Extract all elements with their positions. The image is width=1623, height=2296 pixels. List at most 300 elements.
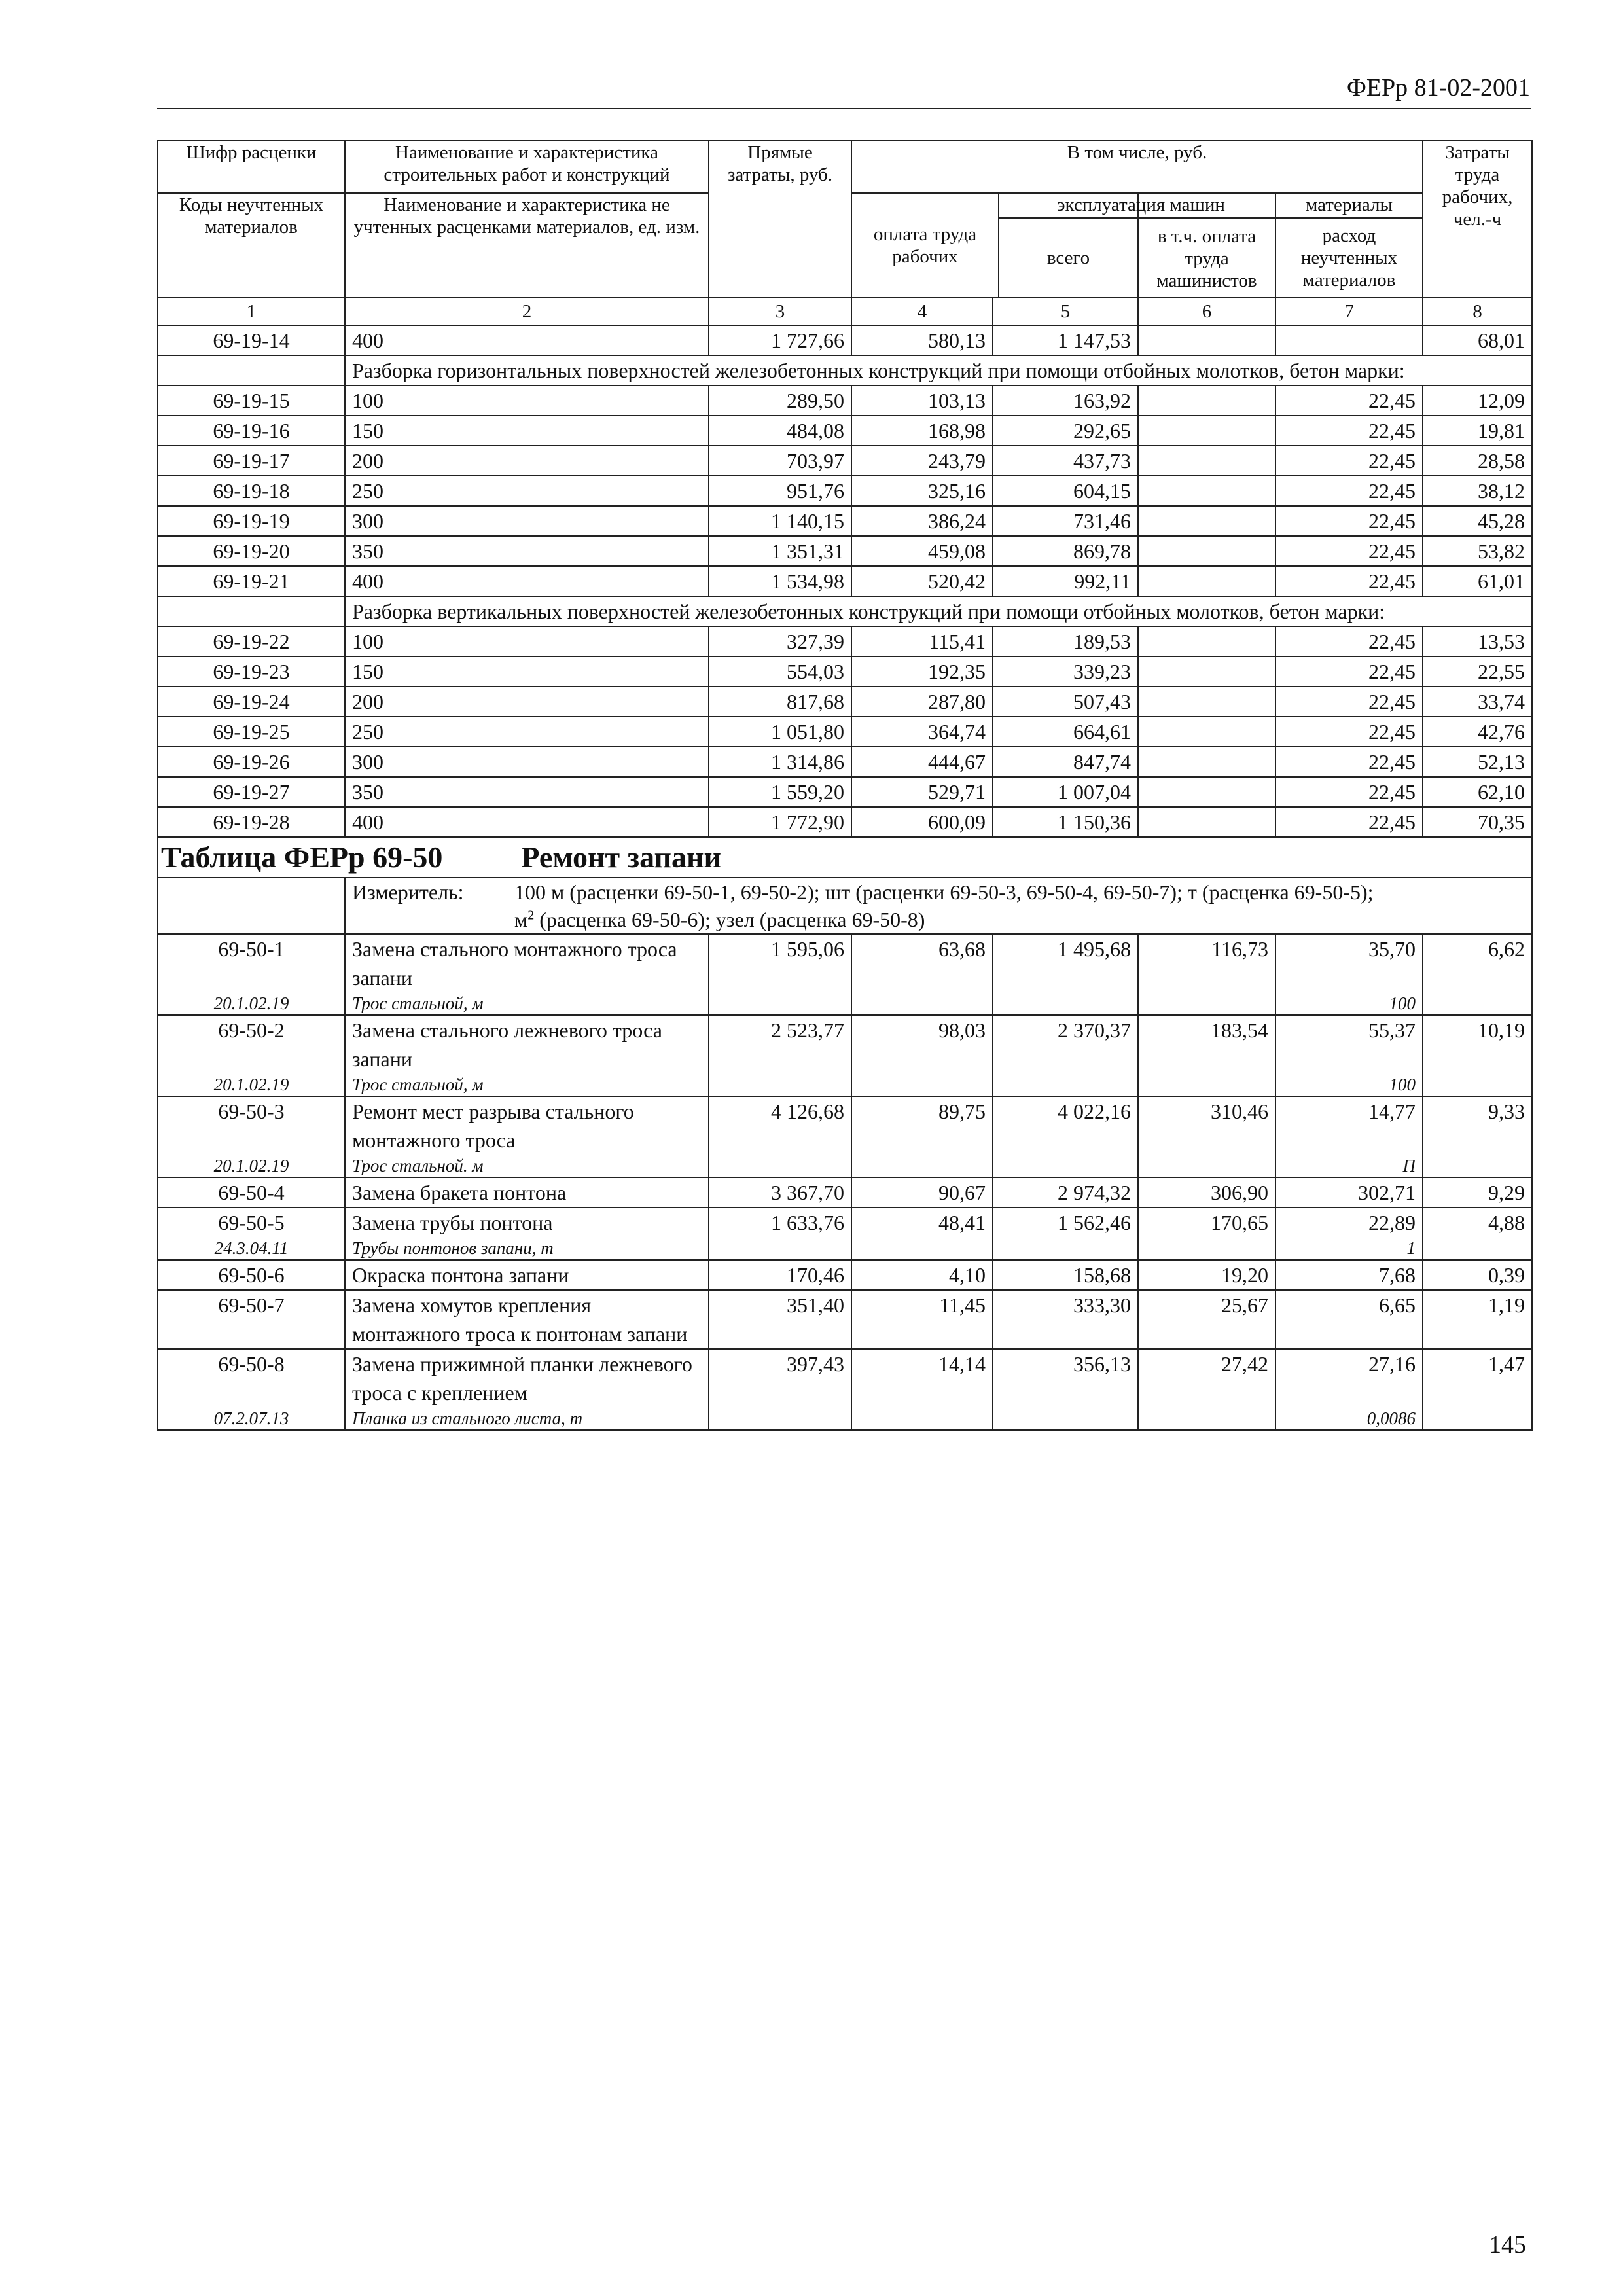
meter-unit-sup: 2: [527, 908, 535, 923]
rate-code: 69-50-3: [158, 1096, 345, 1155]
rate-wages: 459,08: [851, 536, 993, 566]
rate-machines-wages: [1138, 626, 1275, 656]
rate-direct: 1 772,90: [709, 807, 851, 837]
rate-machines: 664,61: [993, 717, 1138, 747]
rate-machines-wages: [1138, 416, 1275, 446]
material-name: Трубы понтонов запани, т: [345, 1237, 709, 1260]
rate-machines: 437,73: [993, 446, 1138, 476]
material-empty: [1423, 992, 1532, 1015]
rate-wages: 243,79: [851, 446, 993, 476]
rate-machines-wages: [1138, 566, 1275, 596]
table-row: [158, 934, 1532, 992]
rate-code: 69-50-8: [158, 1349, 345, 1407]
rate-name: Окраска понтона запани: [345, 1260, 709, 1290]
table-caption: [158, 837, 1532, 878]
rate-machines-wages: [1138, 717, 1275, 747]
material-empty: [1138, 1237, 1275, 1260]
table-label: Таблица ФЕРр 69-50: [161, 840, 443, 874]
rate-machines-wages: [1138, 687, 1275, 717]
rate-labor: 4,88: [1423, 1208, 1532, 1237]
rate-name: 200: [345, 687, 709, 717]
rate-name: 250: [345, 476, 709, 506]
table-row: [158, 416, 1532, 446]
table-row: [158, 1177, 1532, 1208]
rate-machines: 2 974,32: [993, 1177, 1138, 1208]
table-row: [158, 687, 1532, 717]
table-row: [158, 1015, 1532, 1073]
meter-text-line2: (расценка 69-50-6); узел (расценка 69-50-8): [534, 908, 925, 931]
rate-name: 100: [345, 386, 709, 416]
rate-direct: 1 727,66: [709, 325, 851, 355]
rate-machines: 1 007,04: [993, 777, 1138, 807]
rate-name: 350: [345, 777, 709, 807]
col-number: 1: [158, 298, 345, 325]
table-row: [158, 476, 1532, 506]
rate-code: 69-19-21: [158, 566, 345, 596]
rate-wages: 600,09: [851, 807, 993, 837]
material-code: 20.1.02.19: [158, 1073, 345, 1096]
rate-machines: 356,13: [993, 1349, 1138, 1407]
rate-materials: 6,65: [1275, 1290, 1423, 1349]
rate-wages: 287,80: [851, 687, 993, 717]
rate-machines: 189,53: [993, 626, 1138, 656]
rate-materials: 22,45: [1275, 777, 1423, 807]
material-code: 20.1.02.19: [158, 1155, 345, 1177]
rate-name: 400: [345, 566, 709, 596]
rate-machines-wages: [1138, 476, 1275, 506]
rate-direct: 817,68: [709, 687, 851, 717]
col-machines-header: эксплуатация машин: [999, 194, 1283, 219]
rate-machines-wages: 170,65: [1138, 1208, 1275, 1237]
material-empty: [709, 1155, 851, 1177]
rate-machines-wages: [1138, 656, 1275, 687]
meter-cell: [345, 878, 1532, 934]
rate-machines: 158,68: [993, 1260, 1138, 1290]
table-row: [158, 1260, 1532, 1290]
rate-machines-wages: 19,20: [1138, 1260, 1275, 1290]
rate-labor: 12,09: [1423, 386, 1532, 416]
col-materials-cell: [1275, 193, 1423, 298]
rate-direct: 170,46: [709, 1260, 851, 1290]
rate-materials: 22,45: [1275, 687, 1423, 717]
rate-code: 69-50-4: [158, 1177, 345, 1208]
table-row: [158, 1208, 1532, 1237]
rate-materials: 22,45: [1275, 386, 1423, 416]
rate-labor: 62,10: [1423, 777, 1532, 807]
rate-machines-wages: 25,67: [1138, 1290, 1275, 1349]
material-empty: [1423, 1155, 1532, 1177]
rate-machines: 292,65: [993, 416, 1138, 446]
table-row: [158, 717, 1532, 747]
rate-wages: 192,35: [851, 656, 993, 687]
table-row: [158, 1096, 1532, 1155]
material-subrow: [158, 992, 1532, 1015]
rate-machines: 1 562,46: [993, 1208, 1138, 1237]
rate-direct: 1 559,20: [709, 777, 851, 807]
rate-machines: 869,78: [993, 536, 1138, 566]
rate-machines: 333,30: [993, 1290, 1138, 1349]
rates-table: [157, 140, 1533, 1431]
rate-wages: 386,24: [851, 506, 993, 536]
meter-unit: м: [514, 908, 528, 931]
rate-machines: 163,92: [993, 386, 1138, 416]
table-row: [158, 626, 1532, 656]
table-row: [158, 506, 1532, 536]
col-materials-sub-header: расход неучтенных материалов: [1300, 225, 1398, 291]
rate-labor: 53,82: [1423, 536, 1532, 566]
rate-name: Замена бракета понтона: [345, 1177, 709, 1208]
col-wages-header: оплата труда рабочих: [852, 194, 999, 297]
rate-direct: 1 140,15: [709, 506, 851, 536]
rate-materials: 55,37: [1275, 1015, 1423, 1073]
rate-materials: 22,45: [1275, 416, 1423, 446]
table-caption-row: [158, 837, 1532, 878]
material-empty: [1138, 1155, 1275, 1177]
col-name-unaccounted-header: Наименование и характеристика не учтенных расценками материалов, ед. изм.: [345, 193, 709, 298]
rate-machines: 992,11: [993, 566, 1138, 596]
document-code: ФЕРр 81-02-2001: [1346, 74, 1530, 101]
col-number: 3: [709, 298, 851, 325]
rate-wages: 89,75: [851, 1096, 993, 1155]
meter-label: Измеритель:: [352, 880, 464, 904]
rate-wages: 520,42: [851, 566, 993, 596]
rate-materials: 27,16: [1275, 1349, 1423, 1407]
rate-labor: 33,74: [1423, 687, 1532, 717]
rate-code: 69-19-28: [158, 807, 345, 837]
rate-direct: 2 523,77: [709, 1015, 851, 1073]
rate-direct: 951,76: [709, 476, 851, 506]
rate-code: 69-50-5: [158, 1208, 345, 1237]
rate-labor: 1,47: [1423, 1349, 1532, 1407]
material-empty: [709, 1407, 851, 1430]
rate-wages: 98,03: [851, 1015, 993, 1073]
rate-wages: 63,68: [851, 934, 993, 992]
material-qty: 100: [1275, 992, 1423, 1015]
rate-direct: 1 351,31: [709, 536, 851, 566]
rate-machines: 731,46: [993, 506, 1138, 536]
rate-code: 69-19-17: [158, 446, 345, 476]
rate-wages: 325,16: [851, 476, 993, 506]
table-row: [158, 656, 1532, 687]
rate-name: Замена прижимной планки лежневого троса с креплением: [345, 1349, 709, 1407]
page-number: 145: [1489, 2231, 1526, 2259]
material-qty: 0,0086: [1275, 1407, 1423, 1430]
rate-code: 69-19-22: [158, 626, 345, 656]
rate-labor: 9,33: [1423, 1096, 1532, 1155]
col-machines-wages-header: в т.ч. оплата труда машинистов: [1137, 220, 1275, 297]
rate-code: 69-19-18: [158, 476, 345, 506]
rate-wages: 90,67: [851, 1177, 993, 1208]
col-number: 6: [1138, 298, 1275, 325]
rate-machines-wages: 306,90: [1138, 1177, 1275, 1208]
material-name: Планка из стального листа, т: [345, 1407, 709, 1430]
rate-materials: 302,71: [1275, 1177, 1423, 1208]
rate-name: Ремонт мест разрыва стального монтажного троса: [345, 1096, 709, 1155]
table-row: [158, 1349, 1532, 1407]
rate-code: 69-19-14: [158, 325, 345, 355]
rate-wages: 14,14: [851, 1349, 993, 1407]
rate-materials: 35,70: [1275, 934, 1423, 992]
section-code-empty: [158, 596, 345, 626]
rate-direct: 1 051,80: [709, 717, 851, 747]
rate-materials: 22,45: [1275, 446, 1423, 476]
table-body: [158, 325, 1532, 1430]
rate-direct: 703,97: [709, 446, 851, 476]
material-empty: [1423, 1237, 1532, 1260]
material-qty: 1: [1275, 1237, 1423, 1260]
material-code: 20.1.02.19: [158, 992, 345, 1015]
rate-code: 69-50-6: [158, 1260, 345, 1290]
rate-machines: 1 150,36: [993, 807, 1138, 837]
material-empty: [1138, 992, 1275, 1015]
rate-direct: 4 126,68: [709, 1096, 851, 1155]
col-materials-header: материалы: [1276, 194, 1422, 219]
rate-labor: 9,29: [1423, 1177, 1532, 1208]
material-empty: [993, 1155, 1138, 1177]
col-number: 7: [1275, 298, 1423, 325]
rate-materials: 22,45: [1275, 536, 1423, 566]
col-name-header: Наименование и характеристика строительных работ и конструкций: [345, 141, 709, 193]
rate-machines-wages: [1138, 777, 1275, 807]
col-direct-header: Прямые затраты, руб.: [709, 141, 851, 298]
rate-labor: 42,76: [1423, 717, 1532, 747]
rate-direct: 484,08: [709, 416, 851, 446]
section-title-row: [158, 596, 1532, 626]
rate-materials: 22,45: [1275, 626, 1423, 656]
rate-materials: [1275, 325, 1423, 355]
col-machines-total-header: всего: [1046, 247, 1090, 268]
rate-labor: 10,19: [1423, 1015, 1532, 1073]
rate-wages: 444,67: [851, 747, 993, 777]
material-empty: [709, 1237, 851, 1260]
rate-direct: 554,03: [709, 656, 851, 687]
material-empty: [709, 992, 851, 1015]
rate-machines: 507,43: [993, 687, 1138, 717]
material-name: Трос стальной, м: [345, 1073, 709, 1096]
rate-wages: 103,13: [851, 386, 993, 416]
table-row: [158, 536, 1532, 566]
rate-name: 300: [345, 506, 709, 536]
rate-direct: 1 633,76: [709, 1208, 851, 1237]
rate-materials: 22,45: [1275, 506, 1423, 536]
table-row: [158, 325, 1532, 355]
rate-code: 69-19-23: [158, 656, 345, 687]
rate-machines: 1 495,68: [993, 934, 1138, 992]
meter-code-empty: [158, 878, 345, 934]
rate-wages: 115,41: [851, 626, 993, 656]
material-empty: [1423, 1073, 1532, 1096]
rate-materials: 22,45: [1275, 656, 1423, 687]
col-incl-header: В том числе, руб.: [851, 141, 1423, 193]
rate-name: 400: [345, 807, 709, 837]
rate-wages: 580,13: [851, 325, 993, 355]
rate-machines-wages: 310,46: [1138, 1096, 1275, 1155]
rate-wages: 11,45: [851, 1290, 993, 1349]
rate-materials: 22,45: [1275, 717, 1423, 747]
material-subrow: [158, 1073, 1532, 1096]
rate-wages: 48,41: [851, 1208, 993, 1237]
rate-name: 100: [345, 626, 709, 656]
rate-machines-wages: [1138, 536, 1275, 566]
rate-name: 250: [345, 717, 709, 747]
rate-direct: 289,50: [709, 386, 851, 416]
rate-machines: 1 147,53: [993, 325, 1138, 355]
rate-labor: 6,62: [1423, 934, 1532, 992]
rate-labor: 70,35: [1423, 807, 1532, 837]
rate-machines-wages: 183,54: [1138, 1015, 1275, 1073]
col-codes-unaccounted-header: Коды неучтенных материалов: [158, 193, 345, 298]
table-row: [158, 777, 1532, 807]
rate-labor: 1,19: [1423, 1290, 1532, 1349]
rate-code: 69-19-20: [158, 536, 345, 566]
rate-name: 300: [345, 747, 709, 777]
meter-text: [514, 878, 1525, 933]
col-number: 4: [851, 298, 993, 325]
material-empty: [1138, 1073, 1275, 1096]
material-subrow: [158, 1155, 1532, 1177]
rate-direct: 351,40: [709, 1290, 851, 1349]
rate-direct: 397,43: [709, 1349, 851, 1407]
rate-machines: 4 022,16: [993, 1096, 1138, 1155]
rate-name: 350: [345, 536, 709, 566]
material-subrow: [158, 1237, 1532, 1260]
material-empty: [851, 1407, 993, 1430]
rate-direct: 1 534,98: [709, 566, 851, 596]
rate-materials: 22,45: [1275, 807, 1423, 837]
rate-materials: 22,45: [1275, 747, 1423, 777]
material-code: 07.2.07.13: [158, 1407, 345, 1430]
rate-labor: 52,13: [1423, 747, 1532, 777]
rate-machines-wages: [1138, 807, 1275, 837]
rate-labor: 68,01: [1423, 325, 1532, 355]
material-empty: [851, 1155, 993, 1177]
rate-wages: 168,98: [851, 416, 993, 446]
rate-name: Замена стального монтажного троса запани: [345, 934, 709, 992]
table-header: [158, 141, 1532, 325]
material-empty: [1138, 1407, 1275, 1430]
rate-code: 69-19-15: [158, 386, 345, 416]
rate-direct: 1 595,06: [709, 934, 851, 992]
rate-machines-wages: [1138, 325, 1275, 355]
rate-code: 69-19-27: [158, 777, 345, 807]
rate-machines: 2 370,37: [993, 1015, 1138, 1073]
table-row: [158, 386, 1532, 416]
rate-code: 69-19-16: [158, 416, 345, 446]
section-title: Разборка горизонтальных поверхностей железобетонных конструкций при помощи отбойных молотков, бетон марки:: [345, 355, 1532, 386]
material-empty: [993, 992, 1138, 1015]
rate-code: 69-50-2: [158, 1015, 345, 1073]
rate-machines: 847,74: [993, 747, 1138, 777]
rate-labor: 38,12: [1423, 476, 1532, 506]
rate-machines-wages: [1138, 386, 1275, 416]
meter-text-line1: 100 м (расценки 69-50-1, 69-50-2); шт (расценки 69-50-3, 69-50-4, 69-50-7); т (расценка 69-50-5);: [514, 880, 1374, 904]
rate-materials: 14,77: [1275, 1096, 1423, 1155]
rate-name: Замена хомутов крепления монтажного троса к понтонам запани: [345, 1290, 709, 1349]
rate-machines-wages: [1138, 506, 1275, 536]
table-row: [158, 566, 1532, 596]
rate-labor: 28,58: [1423, 446, 1532, 476]
table-row: [158, 446, 1532, 476]
rate-materials: 22,45: [1275, 566, 1423, 596]
rate-direct: 3 367,70: [709, 1177, 851, 1208]
material-empty: [709, 1073, 851, 1096]
header-rule: [157, 108, 1531, 109]
meter-row: [158, 878, 1532, 934]
rate-machines: 604,15: [993, 476, 1138, 506]
rate-materials: 7,68: [1275, 1260, 1423, 1290]
rate-machines: 339,23: [993, 656, 1138, 687]
rate-wages: 364,74: [851, 717, 993, 747]
section-code-empty: [158, 355, 345, 386]
table-row: [158, 747, 1532, 777]
rate-name: 150: [345, 656, 709, 687]
material-empty: [1423, 1407, 1532, 1430]
rate-machines-wages: [1138, 446, 1275, 476]
rate-code: 69-19-19: [158, 506, 345, 536]
section-title: Разборка вертикальных поверхностей железобетонных конструкций при помощи отбойных молотков, бетон марки:: [345, 596, 1532, 626]
rate-direct: 327,39: [709, 626, 851, 656]
rate-name: Замена стального лежневого троса запани: [345, 1015, 709, 1073]
rate-name: Замена трубы понтона: [345, 1208, 709, 1237]
rate-labor: 13,53: [1423, 626, 1532, 656]
material-empty: [851, 1073, 993, 1096]
material-code: 24.3.04.11: [158, 1237, 345, 1260]
rate-name: 200: [345, 446, 709, 476]
table-row: [158, 807, 1532, 837]
section-title-row: [158, 355, 1532, 386]
col-number: 2: [345, 298, 709, 325]
material-empty: [851, 1237, 993, 1260]
material-empty: [993, 1407, 1138, 1430]
rate-labor: 45,28: [1423, 506, 1532, 536]
rate-labor: 22,55: [1423, 656, 1532, 687]
rate-name: 400: [345, 325, 709, 355]
col-number: 8: [1423, 298, 1532, 325]
rate-wages: 529,71: [851, 777, 993, 807]
rate-materials: 22,45: [1275, 476, 1423, 506]
material-name: Трос стальной. м: [345, 1155, 709, 1177]
col-labor-header: Затраты труда рабочих, чел.-ч: [1423, 141, 1532, 298]
material-qty: 100: [1275, 1073, 1423, 1096]
rate-machines-wages: [1138, 747, 1275, 777]
material-subrow: [158, 1407, 1532, 1430]
table-row: [158, 1290, 1532, 1349]
meter-block: [352, 878, 1525, 933]
rate-machines-wages: 116,73: [1138, 934, 1275, 992]
col-code-header: Шифр расценки: [158, 141, 345, 193]
rate-materials: 22,89: [1275, 1208, 1423, 1237]
rate-code: 69-19-26: [158, 747, 345, 777]
column-numbers-row: [158, 298, 1532, 325]
material-empty: [851, 992, 993, 1015]
col-number: 5: [993, 298, 1138, 325]
rate-labor: 61,01: [1423, 566, 1532, 596]
rate-labor: 19,81: [1423, 416, 1532, 446]
material-name: Трос стальной, м: [345, 992, 709, 1015]
rate-wages: 4,10: [851, 1260, 993, 1290]
rate-code: 69-19-24: [158, 687, 345, 717]
material-empty: [993, 1073, 1138, 1096]
rate-direct: 1 314,86: [709, 747, 851, 777]
rate-labor: 0,39: [1423, 1260, 1532, 1290]
material-qty: П: [1275, 1155, 1423, 1177]
material-empty: [993, 1237, 1138, 1260]
rate-machines-wages: 27,42: [1138, 1349, 1275, 1407]
rate-code: 69-50-7: [158, 1290, 345, 1349]
rate-code: 69-19-25: [158, 717, 345, 747]
rate-code: 69-50-1: [158, 934, 345, 992]
table-title: Ремонт запани: [521, 840, 722, 874]
